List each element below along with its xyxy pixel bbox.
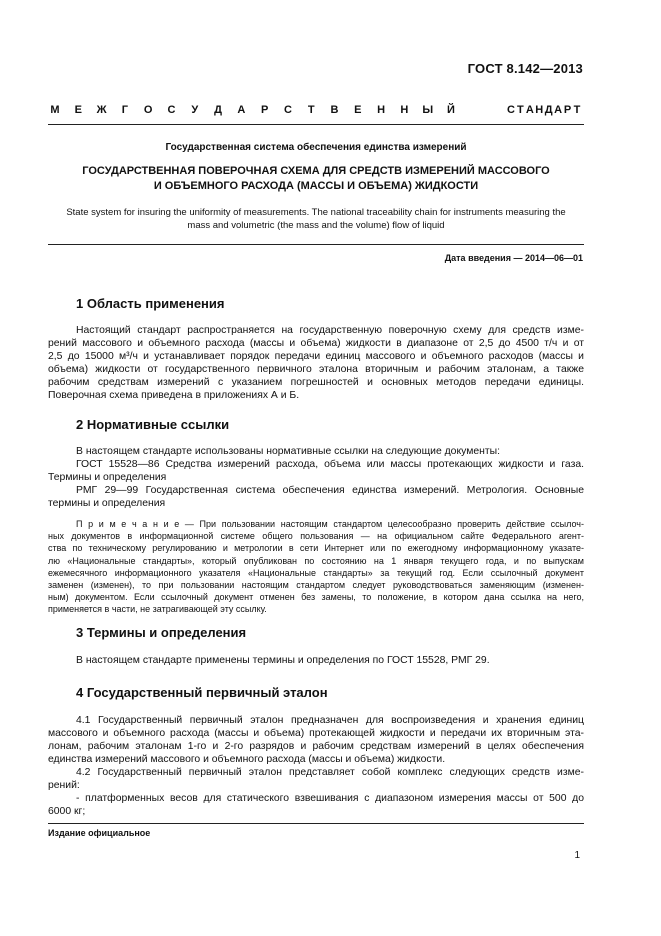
text-line: термины и определения: [48, 498, 166, 509]
section-heading-primary-standard: 4 Государственный первичный эталон: [76, 685, 328, 700]
text-line: Настоящий стандарт распространяется на государственную поверочную схему для средств изме-: [76, 325, 584, 336]
section-heading-normative-references: 2 Нормативные ссылки: [76, 417, 230, 432]
header-rule-bottom: [48, 244, 584, 245]
official-edition-label: Издание официальное: [48, 828, 151, 838]
text-line: В настоящем стандарте применены термины и определения по ГОСТ 15528, РМГ 29.: [76, 655, 490, 666]
section-note: [48, 518, 584, 616]
document-number: ГОСТ 8.142—2013: [467, 61, 583, 76]
text-line: - платформенных весов для статического взвешивания с диапазоном измерения массы от 500 до: [76, 793, 584, 804]
note-line: ным) документом. Если ссылочный документ отменен без замены, то положение, в котором дана ссылка на него,: [48, 592, 584, 603]
section-body-normative-references: [48, 445, 584, 510]
text-line: В настоящем стандарте использованы нормативные ссылки на следующие документы:: [76, 446, 500, 457]
english-title-line: mass and volumetric (the mass and the volume) flow of liquid: [187, 219, 445, 231]
introduction-date: Дата введения — 2014—06—01: [444, 253, 583, 263]
text-line: лонам, рабочим эталонам 1-го и 2-го разрядов и рабочим средствам измерений в целях обеспечения: [48, 741, 584, 752]
text-line: объема) жидкости от государственного первичного эталона вторичным и рабочим эталонам, а также: [48, 364, 584, 375]
text-line: Термины и определения: [48, 472, 167, 483]
title-line: И ОБЪЕМНОГО РАСХОДА (МАССЫ И ОБЪЕМА) ЖИДКОСТИ: [153, 180, 479, 192]
header-rule-top: [48, 124, 584, 125]
section-heading-terms: 3 Термины и определения: [76, 625, 247, 640]
note-line: П р и м е ч а н и е — При пользовании настоящим стандартом целесообразно проверить действие ссылоч-: [76, 519, 584, 529]
text-line: единства измерений массового и объемного расхода (массы и объема) жидкости.: [48, 754, 446, 765]
note-line: лю «Национальные стандарты», который опубликован по состоянию на 1 января текущего года, и по выпускам: [48, 555, 584, 566]
text-line: рений:: [48, 780, 80, 791]
title-line: ГОСУДАРСТВЕННАЯ ПОВЕРОЧНАЯ СХЕМА ДЛЯ СРЕДСТВ ИЗМЕРЕНИЙ МАССОВОГО: [82, 165, 550, 177]
note-line: ства по техническому регулированию и метрологии в сети Интернет или по ежегодному информационному указате-: [48, 543, 584, 554]
standard-system-line: Государственная система обеспечения единства измерений: [165, 142, 467, 153]
section-body-primary-standard: [48, 714, 584, 818]
text-line: 4.1 Государственный первичный эталон предназначен для воспроизведения и хранения единиц: [76, 715, 584, 726]
footer-rule: [48, 823, 584, 824]
text-line: РМГ 29—99 Государственная система обеспечения единства измерений. Метрология. Основные: [76, 485, 584, 496]
text-line: 4.2 Государственный первичный эталон представляет собой комплекс следующих средств изме-: [76, 767, 584, 778]
standard-title: [48, 164, 584, 194]
document-page: ГОСТ 8.142—2013 М Е Ж Г О С У Д А Р С Т В Е Н Н Ы Й С Т А Н Д А Р Т Государственная система обеспечения единства измерений ГОСУДАРСТВЕННАЯ ПОВЕРОЧНАЯ СХЕМА ДЛЯ СРЕДСТВ ИЗМЕРЕНИЙ МАССОВОГО И ОБЪЕМНОГО РАСХОДА (МАССЫ И ОБЪЕМА) ЖИДКОСТИ State system for insuring the uniformity of measurements. The national traceability chain for instruments measuring the mass and volumetric (the mass and the volume) flow of liquid Дата введения — 2014—06—01 1 Область применения Настоящий стандарт распространяется на государственную поверочную схему для средств изме- рений массового и объемного расхода (массы и объема) жидкости в диапазоне от 2,5 до 4500 т/ч и от 2,5 до 15000 м³/ч и устанавливает порядок передачи единиц массового и объемного расходов (массы и объема) жидкости от государственного первичного эталона вторичным и рабочим эталонам, а также рабочим средствам измерений с указанием погрешностей и основных методов передачи единицы. Поверочная схема приведена в приложениях А и Б. 2 Нормативные ссылки В настоящем стандарте использованы нормативные ссылки на следующие документы: ГОСТ 15528—86 Средства измерений расхода, объема или массы протекающих жидкости и газа. Термины и определения РМГ 29—99 Государственная система обеспечения единства измерений. Метрология. Основные термины и определения П р и м е ч а н и е — При пользовании настоящим стандартом целесообразно проверить действие ссылоч- ных документов в информационной системе общего пользования — на официальном сайте Федерального агент- ства по техническому регулированию и метрологии в сети Интернет или по ежегодному информационному указате- лю «Национальные стандарты», который опубликован по состоянию на 1 января текущего года, и по выпускам ежемесячного информационного указателя «Национальные стандарты» за текущий год. Если ссылочный документ заменен (изменен), то при пользовании настоящим стандартом следует руководствоваться заменяющим (изменен- ным) документом. Если ссылочный документ отменен без замены, то положение, в котором дана ссылка на него, применяется в части, не затрагивающей эту ссылку. 3 Термины и определения В настоящем стандарте применены термины и определения по ГОСТ 15528, РМГ 29. 4 Государственный первичный эталон 4.1 Государственный первичный эталон предназначен для воспроизведения и хранения единиц массового и объемного расхода (массы и объема) протекающей жидкости и передачи их вторичным эта- лонам, рабочим эталонам 1-го и 2-го разрядов и рабочим средствам измерений в целях обеспечения единства измерений массового и объемного расхода (массы и объема) жидкости. 4.2 Государственный первичный эталон представляет собой комплекс следующих средств изме- рений: - платформенных весов для статического взвешивания с диапазоном измерения массы от 500 до 6000 кг; Издание официальное 1: [0, 0, 661, 936]
english-title-line: State system for insuring the uniformity of measurements. The national traceability chain for instruments measuring the: [66, 207, 566, 218]
text-line: 6000 кг;: [48, 806, 86, 817]
note-line: ных документов в информационной системе общего пользования — на официальном сайте Федерального агент-: [48, 531, 584, 542]
section-body-terms: [48, 654, 584, 667]
english-title: [48, 207, 584, 232]
text-line: 2,5 до 15000 м³/ч и устанавливает порядок передачи единиц массового и объемного расходов (массы и: [48, 351, 584, 362]
section-heading-scope: 1 Область применения: [76, 296, 225, 311]
text-line: массового и объемного расхода (массы и объема) протекающей жидкости и передачи их вторичным эта-: [48, 728, 584, 739]
section-body-scope: [48, 324, 584, 402]
page-number: 1: [574, 850, 580, 861]
text-line: рений массового и объемного расхода (массы и объема) жидкости в диапазоне от 2,5 до 4500 т/ч и от: [48, 338, 584, 349]
note-line: ежемесячного информационного указателя «Национальные стандарты» за текущий год. Если ссылочный документ: [48, 567, 584, 578]
text-line: рабочим средствам измерений с указанием погрешностей и основных методов передачи единицы.: [48, 377, 584, 388]
text-line: ГОСТ 15528—86 Средства измерений расхода, объема или массы протекающих жидкости и газа.: [76, 459, 584, 470]
note-line: применяется в части, не затрагивающей эту ссылку.: [48, 604, 267, 615]
note-line: заменен (изменен), то при пользовании настоящим стандартом следует руководствоваться заменяющим (изменен-: [48, 580, 584, 591]
text-line: Поверочная схема приведена в приложениях А и Б.: [48, 390, 300, 401]
